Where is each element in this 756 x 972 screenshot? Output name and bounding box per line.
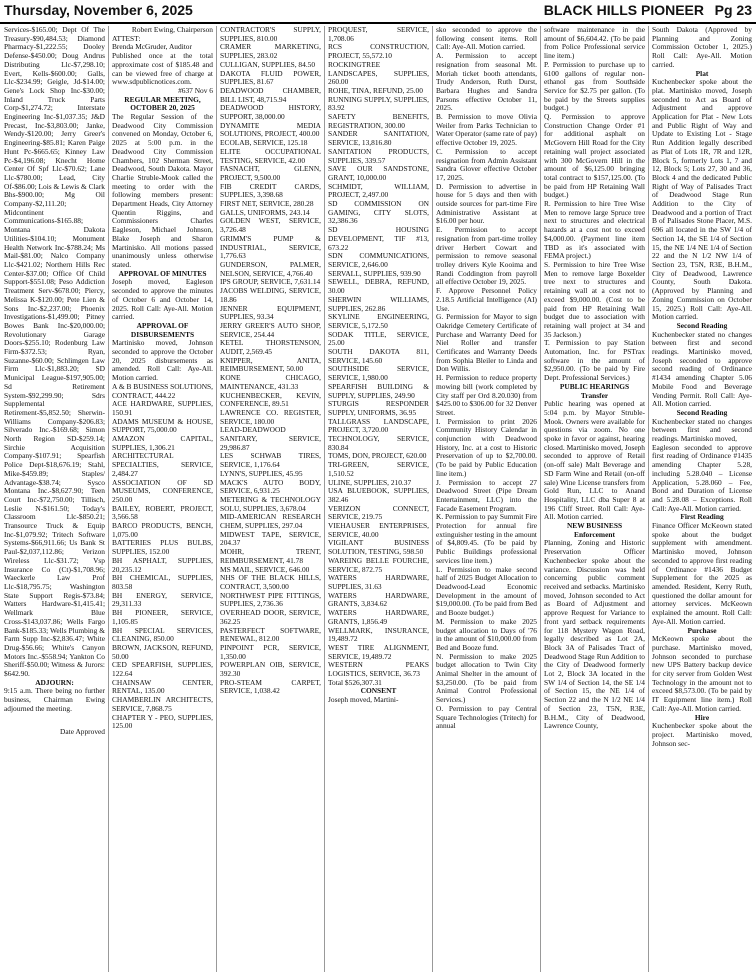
paragraph: The Regular Session of the Deadwood City Commission convened on Monday, October 6, 2025 at 5:00 p.m. in the Deadwood City Commission Chambers, 102 Sherman Street, Deadwood, South Dakota. Mayor Charlie Struble-Mook called the meeting to order with the following members present: Department Heads, City Attorney Quentin Riggins, and Commissioners Charles Eagleson, Michael Johnson, Blake Joseph and Sharon Martinisko. All motions passed unanimously unless otherwise stated. xyxy=(112,112,213,269)
paragraph: Kuchenbecker spoke about the project. Martinisko moved, Johnson sec- xyxy=(652,721,752,748)
paragraph: RCS CONSTRUCTION, PROJECT, 55,572.10 xyxy=(328,42,429,61)
paragraph: MS MAIL, SERVICE, 646.00 xyxy=(220,564,310,574)
paragraph: ELITE OCCUPATIONAL TESTING, SERVICE, 42.00 xyxy=(220,146,321,165)
paragraph: KETEL THORSTENSON, AUDIT, 2,569.45 xyxy=(220,338,321,357)
paragraph: METERING & TECHNOLOGY SOLU, SUPPLIES, 3,678.04 xyxy=(220,494,321,513)
paragraph: FASNACHT, GLENN, PROJECT, 9,500.00 xyxy=(220,164,321,182)
paragraph: D. Permission to advertise in house for 5 days and then with outside sources for part-time Fire Administrative Assistant at $16.00 per hour. xyxy=(436,181,537,226)
paragraph: BROWN, JACKSON, REFUND, 50.00 xyxy=(112,642,213,661)
paragraph: SDN COMMUNICATIONS, SERVICE, 2,646.00 xyxy=(328,251,429,269)
paragraph: G. Permission for Mayor to sign Oakridge Cemetery Certificate of Purchase and Warranty Deed for Niel Roller and transfer Certificates and Warranty Deeds from Sophia Bleiler to Linda and Don Willis. xyxy=(436,312,537,374)
paragraph: K. Permission to pay Summit Fire Protection for annual fire extinguisher testing in the amount of $4,809.45. (To be paid by Public Buildings professional services line item.) xyxy=(436,512,537,565)
paragraph: DEADWOOD CHAMBER, BILL LIST, 48,715.94 xyxy=(220,85,321,104)
paragraph: SANITATION PRODUCTS, SUPPLIES, 339.57 xyxy=(328,146,429,165)
paragraph: SOUTH DAKOTA 811, SERVICE, 145.60 xyxy=(328,347,429,365)
paragraph: 9:15 a.m. There being no further business, Chairman Ewing adjourned the meeting. xyxy=(4,686,105,713)
paragraph: Planning, Zoning and Historic Preservation Officer Kuchenbecker spoke about the variance. Discussion was held concerning public comment received and setbacks. Martinisko moved, Johnson seconded to Act as Board of Adjustment and approve Request for Variance to front yard setback requirements for 118 Mystery Wagon Road, legally described as Lot 2A, Block 3A of Palisades Tract of Deadwood Stage Run Addition to the City of Deadwood formerly Lot 2, Block 3A located in the SW 1/4 of Section 14, the SE 1/4 of Section 15, the NE 1/4 of Section 22 and the N 1/2 NE 1/4 of Section 23, T5N, R3E, B.H.M., City of Deadwood, Lawrence County, xyxy=(544,538,645,731)
paragraph: SCHMIDT, WILLIAM, PROJECT, 2,497.00 xyxy=(328,181,429,200)
paragraph: SANDER SANITATION, SERVICE, 13,816.80 xyxy=(328,129,429,148)
paragraph: Joseph moved, Martini- xyxy=(328,695,399,705)
paragraph: WATERS HARDWARE, GRANTS, 1,856.49 xyxy=(328,608,429,626)
paragraph: OVERHEAD DOOR, SERVICE, 362.25 xyxy=(220,608,321,626)
paragraph: ASSOCIATION OF SD MUSEUMS, CONFERENCE, 250.00 xyxy=(112,477,213,504)
paragraph: Martinisko moved, Johnson seconded to approve the October 20, 2025 disbursements as amended. Roll Call: Aye-All. Motion carried. xyxy=(112,338,213,383)
paragraph: B. Permission to move Olivia Weiler from Parks Technician to Water Operator (same rate of pay) effective October 19, 2025. xyxy=(436,112,537,148)
paragraph: ATTEST: xyxy=(112,33,141,43)
paragraph: PINPOINT PCR, SERVICE, 1,350.00 xyxy=(220,642,321,661)
paragraph: TECHNOLOGY, SERVICE, 830.84 xyxy=(328,434,429,452)
column-divider xyxy=(108,26,109,972)
paragraph: WEST TIRE ALIGNMENT, SERVICE, 19,489.72 xyxy=(328,642,429,661)
paragraph: SODAK TITLE, SERVICE, 25.00 xyxy=(328,329,429,348)
paragraph: GUNDERSON, PALMER, NELSON, SERVICE, 4,766.40 xyxy=(220,259,321,278)
paragraph: VERIZON CONNECT, SERVICE, 219.75 xyxy=(328,503,429,522)
paragraph: STURGIS RESPONDER SUPPLY, UNIFORMS, 36.95 xyxy=(328,399,429,417)
column-3 xyxy=(220,26,321,972)
paragraph: P. Permission to purchase up to 6100 gallons of regular non-ethanol gas from Southside Service for $2.75 per gallon. (To be paid by the Streets supplies budget.) xyxy=(544,59,645,113)
column-divider xyxy=(324,26,325,972)
paragraph: Services-$165.00; Dept Of The Treasury-$90,484.53; Diamond Pharmacy-$1,222.55; Dooley Defense-$450.00; Doug Andrus Distributing Llc-$7,298.10; Evert, Kells-$600.00; Galls, Llc-$234.99; Geigle, Jd-$14.00; Gene's Lock Shop Inc-$30.00; Inland Truck Parts Corp-$1,274.72; Interstate Engineering Inc-$1,037.35; J&D Precast, Inc-$3,803.00; Janke, Wendy-$120.00; Jerry Greer's Engineering-$85.81; Karen Paige Hunt Pc-$665.65; Kinney Law Pc-$4,196.08; Knecht Home Center Of Spf Llc-$70.62; Lane Llc-$780.00; Lead, City Of-$86.00; Lois & Lewis & Clark Bhs-$900.00; Mg Oil Company-$2,111.20; Midcontinent Communications-$165.88; Montana Dakota Utilities-$104.10; Monument Health Network Inc-$788.24; Ms Mail-$81.00; Nalco Company Llc-$421.02; Northern Hills Rec Center-$37.00; Office Of Child Support-$551.08; Peso Addiction Treatment Serv-$678.00; Piercy, Melissa K-$120.00; Pete Lien & Sons Inc-$2,237.00; Phoenix Investigations-$1,499.00; Pitney Bowes Bank Inc-$20,000.00; Revolutionary Garage Doors-$255.10; Rodenburg Law Firm-$372.53; Ryan, Suzanne-$60.00; Schlimgen Law Firm Llc-$1,883.20; SD Municipal League-$197,905.00; Sd Retirement System-$92,299.90; Sdrs Supplemental Retirement-$5,852.50; Sherwin-Williams Company-$206.83; Silverado Inc.-$169.68; Simon North Region SD-$259.14; Sirchie Acquisition Company-$107.91; Spearfish Police Dept-$18,676.19; Stahl, Mike-$459.89; Staples/ Advantage-$38.74; Sysco Montana Inc.-$8,627.90; Teen Court Inc-$72,750.00; Tillisch, Leslie N-$161.50; Today's Classroom Llc-$850.21; Transource Truck & Equip Inc-$1,079.92; Tritech Software Systems-$66,911.66; Us Bank St Paul-$2,037,112.86; Verizon Wireless Llc-$31.72; Vsp Insurance Co (Ct)-$1,708.96; Waeckerle Law Prof Llc-$18,795.75; Washington State Support Regis-$73.84; Watters Hardware-$1,415.41; Wellmark Blue Cross-$143,037.86; Wells Fargo Bank-$185.33; Wells Plumbing & Farm Supp Inc-$2,836.47; White Drug-$56.66; White's Canyon Motors Inc.-$558.94; Yankton Co Sheriff-$50.00; Witness & Jurors: $642.90. xyxy=(4,26,105,679)
paragraph: Kuchenbecker stated no changes between first and second readings. Martinisko moved, xyxy=(652,416,752,444)
paragraph: SKYLINE ENGINEERING, SERVICE, 5,172.50 xyxy=(328,312,429,330)
legal-notices-columns xyxy=(0,26,756,972)
paragraph: T. Permission to pay Station Automation, Inc. for PSTrax software in the amount of $2,950.00. (To be paid by Fire Dept. Professional Services.) xyxy=(544,338,645,383)
paragraph: RUNNING SUPPLY, SUPPLIES, 83.92 xyxy=(328,94,429,113)
paragraph: WELLMARK, INSURANCE, 19,489.72 xyxy=(328,625,429,644)
paragraph: DEADWOOD HISTORY, SUPPORT, 38,000.00 xyxy=(220,103,321,122)
paragraph: BH ENERGY, SERVICE, 29,311.33 xyxy=(112,590,213,609)
signature-line: Date Approved xyxy=(60,726,105,736)
paragraph: PASTERFECT SOFTWARE, RENEWAL, 812.00 xyxy=(220,625,321,644)
paragraph: GALLS, UNIFORMS, 243.14 xyxy=(220,207,310,217)
paragraph: AMAZON CAPITAL, SUPPLIES, 1,306.21 xyxy=(112,434,213,452)
paragraph: ADAMS MUSEUM & HOUSE, SUPPORT, 75,000.00 xyxy=(112,416,213,435)
paragraph: KUCHENBECKER, KEVIN, CONFERENCE, 89.51 xyxy=(220,390,321,409)
column-divider xyxy=(216,26,217,972)
paragraph: WAREING BELLE FOURCHE, SERVICE, 872.75 xyxy=(328,555,429,574)
paragraph: BH SPECIAL SERVICES, CLEANING, 850.00 xyxy=(112,625,213,644)
paragraph: LAWRENCE CO. REGISTER, SERVICE, 180.00 xyxy=(220,407,321,426)
paragraph: WATERS HARDWARE, GRANTS, 3,834.62 xyxy=(328,590,429,609)
paragraph: NHS OF THE BLACK HILLS, CONTRACT, 3,500.00 xyxy=(220,573,321,591)
paragraph: CHAMBERLIN ARCHITECTS, SERVICE, 7,868.75 xyxy=(112,695,213,713)
paragraph: USA BLUEBOOK, SUPPLIES, 382.46 xyxy=(328,486,429,504)
paragraph: ADJOURN: xyxy=(35,677,74,687)
paragraph: R. Permission to hire Tree Wise Men to remove large Spruce tree next to structures and electrical hazards at a cost not to exceed $4,000.00. (Payment line item TBD as it's associated with FEMA project.) xyxy=(544,199,645,261)
paragraph: BH PIONEER, SERVICE, 1,105.85 xyxy=(112,608,213,626)
paragraph: BH CHEMICAL, SUPPLIES, 803.58 xyxy=(112,573,213,591)
paragraph: WESTERN PEAKS LOGISTICS, SERVICE, 36.73 xyxy=(328,660,429,679)
paragraph: ECOLAB, SERVICE, 125.18 xyxy=(220,138,308,148)
paragraph: NEW BUSINESS xyxy=(566,521,623,531)
paragraph: VIEHAUSER ENTERPRISES, SERVICE, 40.00 xyxy=(328,521,429,539)
paragraph: SAVE OUR SANDSTONE, GRANT, 10,000.00 xyxy=(328,164,429,182)
paragraph: Transfer xyxy=(580,390,609,400)
paragraph: CHAPTER Y - PEO, SUPPLIES, 125.00 xyxy=(112,712,213,731)
paragraph: BAILEY, ROBERT, PROJECT, 3,566.58 xyxy=(112,503,213,522)
column-7 xyxy=(652,26,752,972)
paragraph: POWERPLAN OIB, SERVICE, 392.30 xyxy=(220,660,321,679)
paragraph: SD COMMISSION ON GAMING, CITY SLOTS, 32,386.36 xyxy=(328,199,429,226)
paragraph: JERRY GREER'S AUTO SHOP, SERVICE, 254.44 xyxy=(220,320,321,339)
paragraph: Second Reading xyxy=(676,320,728,330)
paragraph: ARCHITECTURAL SPECIALTIES, SERVICE, 2,484.27 xyxy=(112,451,213,478)
paragraph: GRIMM'S PUMP & INDUSTRIAL, SERVICE, 1,776.63 xyxy=(220,233,321,261)
paragraph: L. Permission to make second half of 2025 Budget Allocation to Deadwood-Lead Economic Development in the amount of $19,000.00. (To be paid from Bed and Booze budget.) xyxy=(436,564,537,618)
paragraph: software maintenance in the amount of $6,604.42. (To be paid from Police Professional service line item.) xyxy=(544,26,645,61)
paragraph: N. Permission to make 2025 budget allocation to Twin City Animal Shelter in the amount of $3,250.00. (To be paid from Animal Control Professional Services.) xyxy=(436,651,537,705)
paragraph: SEWELL, DEBRA, REFUND, 30.00 xyxy=(328,277,429,296)
column-2 xyxy=(112,26,213,972)
paragraph: KONE CHICAGO, MAINTENANCE, 431.33 xyxy=(220,373,321,391)
paragraph: Eagleson seconded to approve first reading of Ordinance #1435 amending Chapter 5.28, including 5.28.040 – License Application, 5.28.060 – Fee, Bond and Duration of License and 5.28.08 – Exceptions. Roll Call: Aye-All. Motion carried. xyxy=(652,442,752,513)
paragraph: KNIPPER, ANITA, REIMBURSEMENT, 50.00 xyxy=(220,355,321,374)
paragraph: NORTHWEST PIPE FITTINGS, SUPPLIES, 2,736.36 xyxy=(220,590,321,609)
paragraph: JENNER EQUIPMENT, SUPPLIES, 93.34 xyxy=(220,303,321,322)
paragraph: MOHR, TRENT, REIMBURSEMENT, 41.78 xyxy=(220,547,321,565)
paragraph: REGULAR MEETING, OCTOBER 20, 2025 xyxy=(124,94,201,113)
paragraph: Robert Ewing, Chairperson xyxy=(131,26,213,34)
paragraph: BARCO PRODUCTS, BENCH, 1,075.00 xyxy=(112,521,213,539)
paragraph: Second Reading xyxy=(676,407,728,417)
paragraph: Kuchenbecker spoke about the plat. Martinisko moved, Joseph seconded to Act as Board of Adjustment and approve Application for Plat - New Lots and Public Right of Way and Update to Existing Lot - Stage Run Addition legally described as Plat of Lots 1R, 7R and 12R, Block 5, formerly Lots 1, 7 and 12, Block 5; Lots 27, 30 and 36, Block 4 and the dedicated Public Right of Way of Palisades Tract of Deadwood Stage Run Addition to the City of Deadwood and a portion of Tract B of Palisades Stone Placer, M.S. 696 all located in the SW 1/4 of Section 14, the SE 1/4 of Section 15, the NE 1/4 NE 1/4 of Section 22 and the N 1/2 NW 1/4 of Section 23, T5N, R3E, B.H.M., City of Deadwood, Lawrence County, South Dakota. (Approved by Planning and Zoning Commission on October 15, 2025.) Roll Call: Aye-All. Motion carried. xyxy=(652,77,752,322)
paragraph: TRI-GREEN, SERVICE, 1,510.52 xyxy=(328,460,429,478)
paragraph: Enforcement xyxy=(574,529,615,539)
paragraph: First Reading xyxy=(680,512,724,522)
paragraph: PUBLIC HEARINGS xyxy=(559,381,630,391)
paragraph: CRAMER MARKETING, SUPPLIES, 283.02 xyxy=(220,42,321,61)
paragraph: PROQUEST, SERVICE, 1,708.06 xyxy=(328,26,429,43)
column-5 xyxy=(436,26,537,972)
paragraph: FIB CREDIT CARDS, SUPPLIES, 3,398.68 xyxy=(220,181,321,200)
page-header xyxy=(0,0,756,24)
paragraph: Total $526,307.31 xyxy=(328,677,382,687)
column-divider xyxy=(648,26,649,972)
paragraph: F. Approve Personnel Policy 2.18.5 Artificial Intelligence (AI) Use. xyxy=(436,286,537,313)
page-number: Pg 23 xyxy=(714,2,752,18)
paragraph: Kuchenbecker stated no changes between first and second readings. Martinisko moved, Joseph seconded to approve second reading of Ordinance #1434 amending Chapter 5.06 Mobile Food and Beverage Vending Permit. Roll Call: Aye-All. Motion carried. xyxy=(652,329,752,409)
paragraph: A. Permission to accept resignation from seasonal Mt. Moriah ticket booth attendants, Trudy Anderson, Ruth Durst, Barbara Hughes and Sandra Parsons effective October 11, 2025. xyxy=(436,51,537,113)
paragraph: WATERS HARDWARE, SUPPLIES, 31.63 xyxy=(328,573,429,591)
paragraph: LES SCHWAB TIRES, SERVICE, 1,176.64 xyxy=(220,451,321,470)
paragraph: ACE HARDWARE, SUPPLIES, 150.91 xyxy=(112,399,213,417)
paragraph: JACOBS WELDING, SERVICE, 18.86 xyxy=(220,286,321,304)
column-1 xyxy=(4,26,105,972)
paragraph: Hire xyxy=(694,712,710,722)
paragraph: Published once at the total approximate cost of $185.48 and can be viewed free of charge at www.sdpublicnotices.com. xyxy=(112,51,213,87)
column-4 xyxy=(328,26,429,972)
paragraph: APPROVAL OF MINUTES xyxy=(118,268,207,278)
paragraph: ROHE, TINA, REFUND, 25.00 xyxy=(328,85,423,95)
paragraph: sko seconded to approve the following consent items. Roll Call: Aye-All. Motion carried. xyxy=(436,26,537,52)
paragraph: E. Permission to accept resignation from part-time trolley driver Herbert Cowart and permission to remove seasonal trolley drivers Kyle Kooima and Randi Coddington from payroll all effective October 19, 2025. xyxy=(436,225,537,287)
paragraph: LYNN'S, SUPPLIES, 45.95 xyxy=(220,468,303,478)
paragraph: ULINE, SUPPLIES, 210.37 xyxy=(328,477,412,487)
paragraph: CULLIGAN, SUPPLIES, 84.50 xyxy=(220,59,316,69)
paragraph: Purchase xyxy=(687,625,717,635)
paragraph: CHAINSAW CENTER, RENTAL, 135.00 xyxy=(112,677,213,696)
paragraph: GOLDEN WEST, SERVICE, 3,726.48 xyxy=(220,216,321,235)
paragraph: J. Permission to accept 27 Deadwood Street (Pipe Dream Entertainment, LLC) into the Facade Easement Program. xyxy=(436,477,537,513)
paragraph: C. Permission to accept resignation from Admin Assistant Sandra Glover effective October 17, 2025. xyxy=(436,146,537,182)
paragraph: SERVALL, SUPPLIES, 939.90 xyxy=(328,268,421,278)
paragraph: IPS GROUP, SERVICE, 7,631.14 xyxy=(220,277,321,287)
paragraph: M. Permission to make 2025 budget allocation to Days of '76 in the amount of $10,000.00 from Bed and Booze fund. xyxy=(436,616,537,652)
paragraph: S. Permission to hire Tree Wise Men to remove large Boxelder tree next to structures and retaining wall at a cost not to exceed $9,000.00. (Cost to be paid from HP Retaining Wall budget due to association with retaining wall project at 34 and 35 Jackson.) xyxy=(544,259,645,339)
paragraph: Brenda McGruder, Auditor xyxy=(112,42,192,52)
paragraph: BATTERIES PLUS BULBS, SUPPLIES, 152.00 xyxy=(112,538,213,557)
paragraph: VIGILANT BUSINESS SOLUTION, TESTING, 598.50 xyxy=(328,538,429,557)
paragraph: SAFETY BENEFITS, REGISTRATION, 300.00 xyxy=(328,112,429,130)
paragraph: I. Permission to print 2026 Community History Calendar in conjunction with Deadwood History, Inc. at a cost to Historic Preservation of up to $2,700.00. (To be paid by Public Education line item.) xyxy=(436,416,537,478)
paragraph: MID-AMERICAN RESEARCH CHEM, SUPPLIES, 297.04 xyxy=(220,512,321,531)
paragraph: #637 Nov 6 xyxy=(178,85,213,95)
paragraph: McKeown spoke about the purchase. Martinisko moved, Johnson seconded to purchase new UPS Battery backup device for city server from Golden West Technology in the amount not to exceed $8,573.00. (To be paid by IT Equipment line item.) Roll Call: Aye-All. Motion carried. xyxy=(652,634,752,713)
paragraph: H. Permission to reduce property mowing bill (work completed by City staff per Ord 8.20.030) from $425.00 to $306.00 for 32 Denver Street. xyxy=(436,373,537,417)
paragraph: MIDWEST TAPE, SERVICE, 204.37 xyxy=(220,529,321,548)
paragraph: Finance Officer McKeown stated spoke about the budget supplement with amendment. Martinisko moved, Johnson seconded to approve first reading of Ordinance #1436 Budget Supplement for the 2025 as amended. Resident, Kerry Ruth, questioned the dollar amount for attorney services. McKeown explained the amount. Roll Call: Aye-All. Motion carried. xyxy=(652,521,752,626)
paragraph: TOMS, DON, PROJECT, 620.00 xyxy=(328,451,427,461)
paragraph: PRO-STEAM CARPET, SERVICE, 1,038.42 xyxy=(220,677,321,696)
paragraph: SPEARFISH BUILDING & SUPPLY, SUPPLIES, 249.90 xyxy=(328,381,429,400)
paragraph: DAKOTA FLUID POWER, SUPPLIES, 81.67 xyxy=(220,68,321,87)
paragraph: CONSENT xyxy=(360,686,397,696)
paragraph: SD HOUSING DEVELOPMENT, TIF #13, 673.22 xyxy=(328,225,429,252)
column-divider xyxy=(432,26,433,972)
paragraph: ROCKINGTREE LANDSCAPES, SUPPLIES, 260.00 xyxy=(328,59,429,87)
paragraph: CONTRACTOR'S SUPPLY, SUPPLIES, 810.00 xyxy=(220,26,321,43)
paragraph: DYNAMITE MEDIA SOLUTIONS, PROJECT, 400.00 xyxy=(220,120,321,139)
paragraph: CED SPEARFISH, SUPPLIES, 122.64 xyxy=(112,660,213,679)
paragraph: Public hearing was opened at 5:04 p.m. by Mayor Struble-Mook. Owners were available for questions via zoom. No one spoke in favor or against, hearing closed. Martinisko moved, Joseph seconded to approve of Retail (on-off sale) Malt Beverage and SD Farm Wine and Retail (on-off sale) Wine License transfers from Gold Run, LLC to Anand Hospitality, LLC dba Super 8 at 196 Cliff Street. Roll Call: Aye-All. Motion carried. xyxy=(544,399,645,522)
column-divider xyxy=(540,26,541,972)
column-6 xyxy=(544,26,645,972)
paragraph: MACK'S AUTO BODY, SERVICE, 6,931.25 xyxy=(220,477,321,496)
paragraph: SOUTHSIDE SERVICE, SERVICE, 1,980.00 xyxy=(328,364,429,383)
paragraph: Q. Permission to approve Construction Change Order #1 for additional asphalt on McGovern Hill Road for the City retaining wall project associated with 300 McGovern Hill in the amount of $6,125.00 bringing total contract to $157,125.00. (To be paid from HP Retaining Wall budget.) xyxy=(544,112,645,200)
paragraph: Joseph moved, Eagleson seconded to approve the minutes of October 6 and October 14, 2025. Roll Call: Aye-All. Motion carried. xyxy=(112,277,213,322)
publication-name: BLACK HILLS PIONEER xyxy=(543,2,704,18)
paragraph: BH ASPHALT, SUPPLIES, 20,235.12 xyxy=(112,555,213,574)
paragraph: LEAD-DEADWOOD SANITARY, SERVICE, 29,986.87 xyxy=(220,425,321,452)
paragraph: APPROVAL OF DISBURSEMENTS xyxy=(130,320,195,339)
paragraph: A & B BUSINESS SOLUTIONS, CONTRACT, 444.22 xyxy=(112,381,213,400)
paragraph: O. Permission to pay Central Square Technologies (Tritech) for annual xyxy=(436,703,537,731)
paragraph: TALLGRASS LANDSCAPE, PROJECT, 3,720.00 xyxy=(328,416,429,435)
paragraph: FIRST NET, SERVICE, 280.28 xyxy=(220,199,314,209)
paragraph: Plat xyxy=(695,68,709,78)
issue-date: Thursday, November 6, 2025 xyxy=(4,2,193,18)
paragraph: South Dakota (Approved by Planning and Zoning Commission October 1, 2025.) Roll Call: Aye-All. Motion carried. xyxy=(652,26,752,69)
paragraph: SHERWIN WILLIAMS, SUPPLIES, 262.86 xyxy=(328,294,429,313)
